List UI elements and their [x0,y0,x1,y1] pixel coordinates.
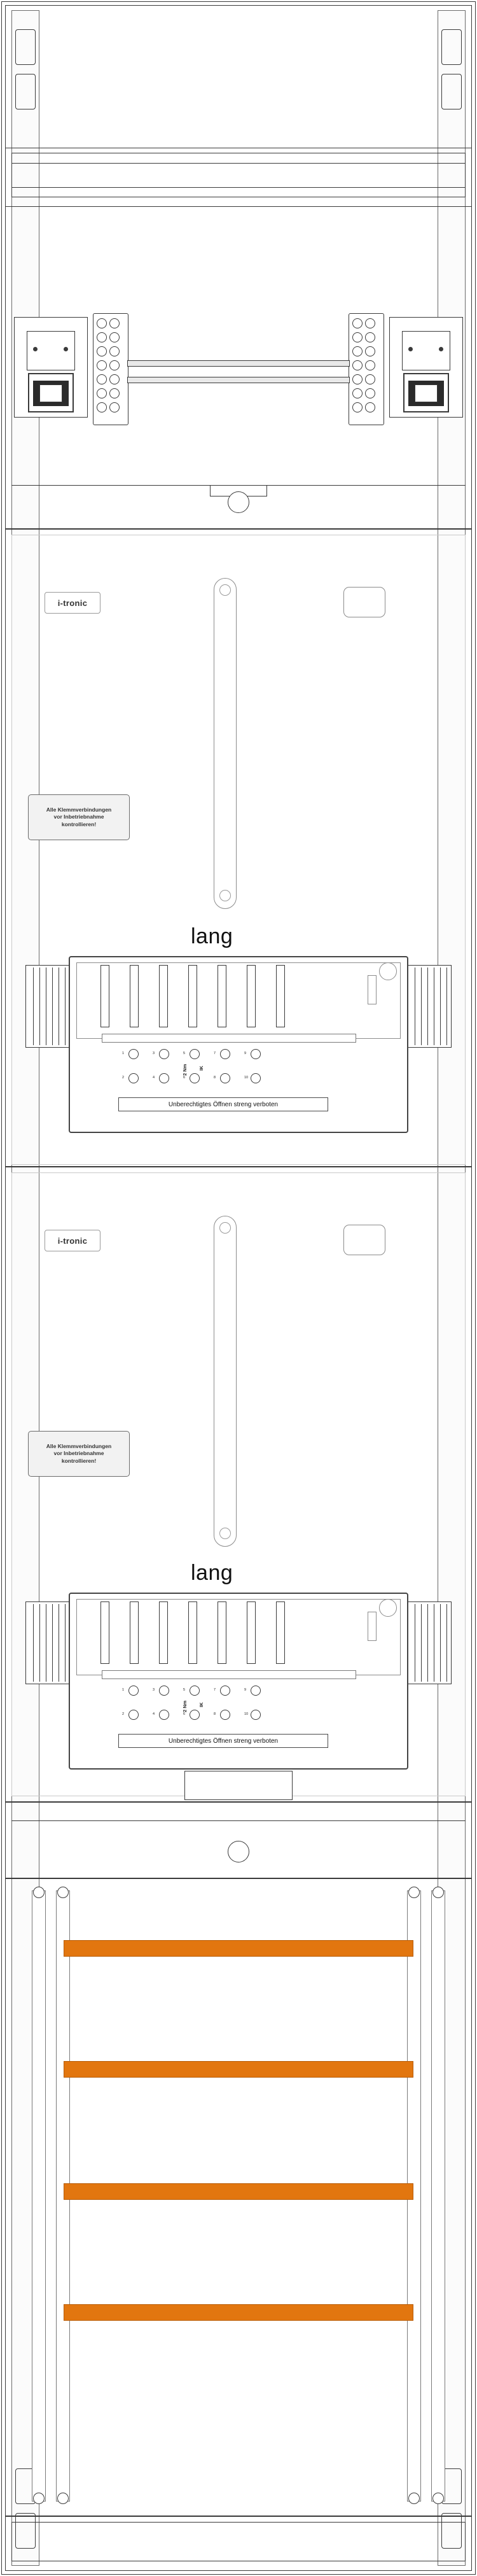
lower-conn-3 [159,1686,169,1696]
comb-hole-r5 [352,346,363,356]
top-cross-rail-line-a [11,163,466,164]
lang-label-1: lang [191,924,233,948]
lower-device-knob [379,1599,397,1617]
comb-hole-r9 [352,374,363,384]
lower-conn-5 [190,1686,200,1696]
lower-num-6: 6 [183,1712,186,1716]
lower-conn-8 [220,1710,230,1720]
lower-conn-2 [128,1710,139,1720]
warning-box-2 [28,1431,130,1477]
right-terminal-socket-inner [415,384,438,402]
busbar-support-right-2 [431,1890,445,2502]
lower-conn-10 [251,1710,261,1720]
warning2-line-3: kontrollieren! [61,1457,97,1464]
center-knob-1 [228,491,249,513]
rail-slot-left-1 [15,29,36,65]
right-terminal-screw-2 [439,347,443,351]
rail-slot-left-2 [15,74,36,109]
left-terminal-screw-1 [33,347,38,351]
lang-label-2: lang [191,1561,233,1585]
lower-seal-plate [102,1670,356,1679]
comb-hole-l12 [109,388,120,398]
lower-slot-hole-top [219,1222,231,1234]
upper-num-2: 2 [122,1076,125,1080]
comb-hole-l7 [97,360,107,370]
left-terminal-socket-inner [39,384,62,402]
divider-line-3 [5,528,472,530]
lower-conn-4 [159,1710,169,1720]
comb-hole-l4 [109,332,120,342]
torque-label-1: 2 Nm [182,1064,188,1076]
upper-device-top-window [76,962,401,1039]
upper-num-7: 7 [214,1052,216,1055]
torque-label-2: 2 Nm [182,1700,188,1712]
comb-hole-l9 [97,374,107,384]
divider-line-2 [5,206,472,207]
ik-label-2: IK [198,1702,204,1707]
upper-conn-9 [251,1049,261,1059]
busbar-3 [64,2183,413,2200]
upper-right-strip [407,965,452,1048]
upper-left-strip [25,965,70,1048]
lower-num-4: 4 [153,1712,155,1716]
lower-num-7: 7 [214,1688,216,1692]
busbar-4 [64,2304,413,2321]
lower-num-5: 5 [183,1688,186,1692]
warning-line-3: kontrollieren! [61,820,97,827]
comb-hole-l10 [109,374,120,384]
comb-hole-r1 [352,318,363,328]
comb-hole-r6 [365,346,375,356]
lower-num-10: 10 [244,1712,249,1716]
comb-hole-r13 [352,402,363,412]
comb-hole-r3 [352,332,363,342]
upper-num-5: 5 [183,1052,186,1055]
upper-right-rounded-box [343,587,385,617]
rail-slot-right-1 [441,29,462,65]
upper-long-slot [214,578,237,909]
brand-label-2: i-tronic [57,1235,88,1246]
divider-line-6 [5,1878,472,1879]
lower-num-8: 8 [214,1712,216,1716]
comb-hole-l8 [109,360,120,370]
comb-hole-r8 [365,360,375,370]
lower-slot-hole-bottom [219,1528,231,1539]
lower-right-rounded-box [343,1225,385,1255]
divider-line-7 [5,2516,472,2517]
busbar-2 [64,2061,413,2078]
comb-hole-l1 [97,318,107,328]
upper-num-4: 4 [153,1076,155,1080]
rail-slot-right-2 [441,74,462,109]
comb-hole-r11 [352,388,363,398]
bottom-cross-rail [11,2522,466,2561]
top-cross-rail [11,153,466,197]
upper-num-6: 6 [183,1076,186,1080]
divider-line-5 [5,1801,472,1803]
warning-box-1 [28,794,130,840]
comb-hole-r4 [365,332,375,342]
top-cross-rail-line-b [11,187,466,188]
comb-hole-r12 [365,388,375,398]
upper-num-10: 10 [244,1076,249,1080]
lower-conn-9 [251,1686,261,1696]
comb-hole-l14 [109,402,120,412]
open-warning-bar-1: Unberechtigtes Öffnen streng verboten [118,1097,328,1111]
comb-hole-l2 [109,318,120,328]
upper-num-1: 1 [122,1052,125,1055]
lower-long-slot [214,1216,237,1547]
comb-hole-l6 [109,346,120,356]
right-terminal-screw-1 [408,347,413,351]
comb-hole-r14 [365,402,375,412]
comb-hole-l3 [97,332,107,342]
upper-conn-8 [220,1073,230,1083]
comb-hole-l5 [97,346,107,356]
warning2-line-1: Alle Klemmverbindungen [46,1442,112,1449]
busbar-1 [64,1940,413,1957]
upper-num-8: 8 [214,1076,216,1080]
lower-device-bracket [184,1771,293,1800]
upper-conn-1 [128,1049,139,1059]
comb-hole-l13 [97,402,107,412]
left-terminal-screw-2 [64,347,68,351]
cross-connector-bar-upper [127,360,350,367]
lower-left-strip [25,1601,70,1684]
ik-label-1: IK [198,1066,204,1071]
lower-num-1: 1 [122,1688,125,1692]
upper-slot-hole-top [219,584,231,596]
warning-line-1: Alle Klemmverbindungen [46,806,112,813]
busbar-top-line [11,1820,466,1821]
lower-right-strip [407,1601,452,1684]
lower-conn-6 [190,1710,200,1720]
upper-device-knob [379,962,397,980]
lower-num-2: 2 [122,1712,125,1716]
lower-device-top-window [76,1599,401,1675]
lower-conn-7 [220,1686,230,1696]
open-warning-bar-2: Unberechtigtes Öffnen streng verboten [118,1734,328,1748]
cross-connector-bar-lower [127,377,350,383]
busbar-support-left-1 [32,1890,46,2502]
center-knob-2 [228,1841,249,1862]
warning-line-2: vor Inbetriebnahme [53,813,104,820]
comb-hole-r2 [365,318,375,328]
upper-conn-4 [159,1073,169,1083]
comb-hole-r7 [352,360,363,370]
upper-num-9: 9 [244,1052,247,1055]
upper-seal-plate [102,1034,356,1043]
upper-slot-hole-bottom [219,890,231,901]
brand-label-1: i-tronic [57,598,88,608]
upper-conn-6 [190,1073,200,1083]
upper-conn-5 [190,1049,200,1059]
upper-conn-7 [220,1049,230,1059]
comb-hole-l11 [97,388,107,398]
divider-line-4 [5,1166,472,1167]
upper-num-3: 3 [153,1052,155,1055]
lower-conn-1 [128,1686,139,1696]
upper-conn-2 [128,1073,139,1083]
lower-num-9: 9 [244,1688,247,1692]
upper-conn-10 [251,1073,261,1083]
upper-conn-3 [159,1049,169,1059]
comb-hole-r10 [365,374,375,384]
lower-num-3: 3 [153,1688,155,1692]
warning2-line-2: vor Inbetriebnahme [53,1450,104,1457]
